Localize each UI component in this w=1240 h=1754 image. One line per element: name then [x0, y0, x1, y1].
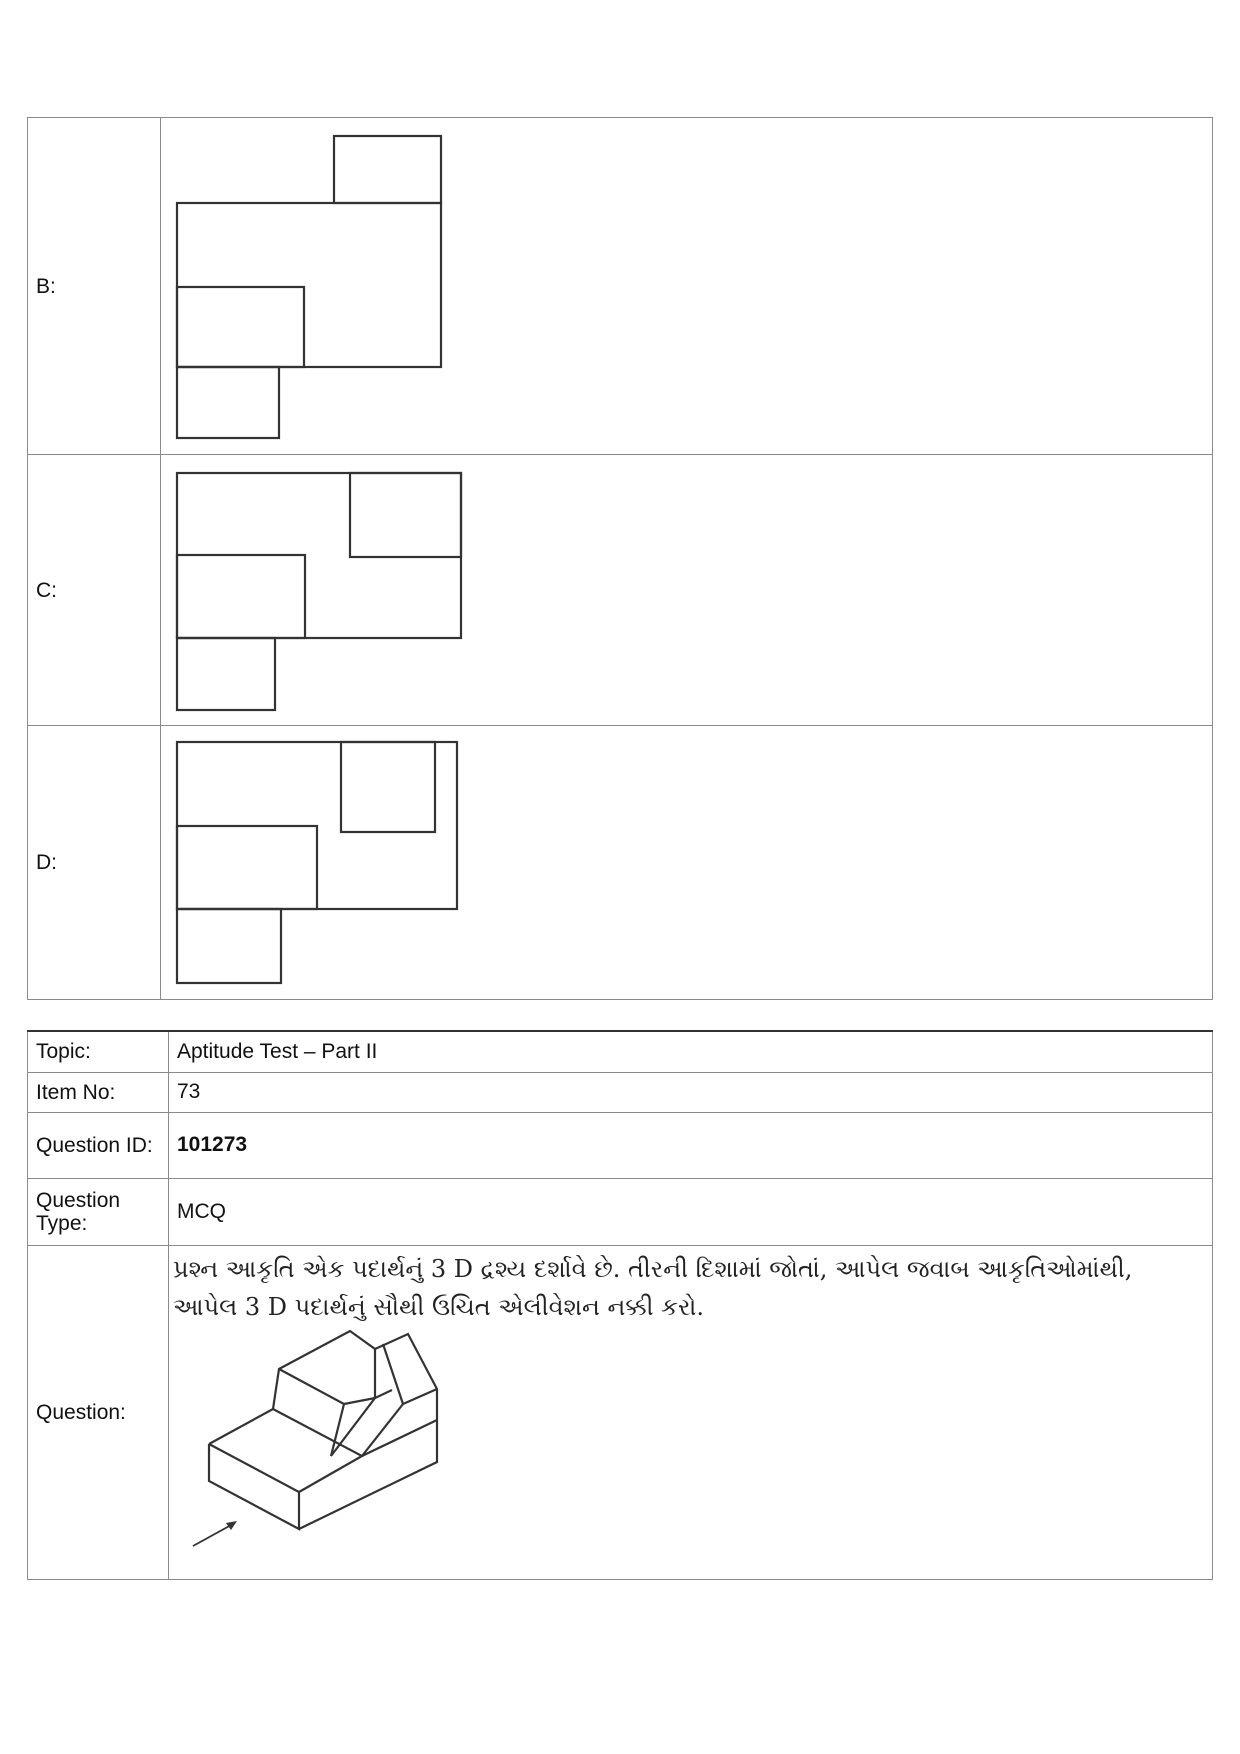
- option-label-d: D:: [28, 726, 161, 1000]
- b-top-block: [334, 136, 441, 203]
- question-row: [28, 1245, 1213, 1579]
- option-label-b: B:: [28, 118, 161, 455]
- c-middle-block: [177, 555, 305, 638]
- option-label-c: C:: [28, 455, 161, 726]
- question-id-value: 101273: [169, 1112, 1213, 1178]
- c-top-right-block: [350, 473, 461, 557]
- b-main-block: [177, 203, 441, 367]
- option-d-figure: [161, 727, 481, 998]
- question-info-table: [27, 1030, 1213, 1580]
- question-cell: [169, 1245, 1213, 1579]
- option-figure-cell-b: [161, 118, 1213, 455]
- question-type-value: MCQ: [169, 1178, 1213, 1245]
- topic-label: Topic:: [28, 1031, 169, 1072]
- option-row-c: [28, 455, 1213, 726]
- item-value: 73: [169, 1072, 1213, 1112]
- question-label: Question:: [28, 1245, 169, 1579]
- option-b-figure: [161, 119, 481, 453]
- item-label: Item No:: [28, 1072, 169, 1112]
- question-id-label: Question ID:: [28, 1112, 169, 1178]
- isometric-object: [209, 1331, 437, 1529]
- d-middle-block: [177, 826, 317, 909]
- b-middle-block: [177, 287, 304, 367]
- question-type-row: [28, 1178, 1213, 1245]
- option-c-figure: [161, 456, 481, 724]
- option-row-d: [28, 726, 1213, 1000]
- question-text: પ્રશ્ન આકૃતિ એક પદાર્થનું 3 D દ્રશ્ય દર્શાવે છે. તીરની દિશામાં જોતાં, આપેલ જવાબ આકૃતિઓમાંથી, આપેલ 3 D પદાર્થનું સૌથી ઉચિત એલીવેશન નક્કી કરો.: [173, 1254, 1133, 1321]
- d-bottom-block: [177, 909, 281, 983]
- option-figure-cell-d: [161, 726, 1213, 1000]
- view-direction-arrow: [193, 1521, 237, 1546]
- topic-row: [28, 1031, 1213, 1072]
- options-table: [27, 117, 1213, 1000]
- item-row: [28, 1072, 1213, 1112]
- question-id-row: [28, 1112, 1213, 1178]
- question-3d-figure: [179, 1326, 479, 1556]
- option-figure-cell-c: [161, 455, 1213, 726]
- topic-value: Aptitude Test – Part II: [169, 1031, 1213, 1072]
- c-bottom-block: [177, 638, 275, 710]
- question-type-label: Question Type:: [28, 1178, 169, 1245]
- option-row-b: [28, 118, 1213, 455]
- b-bottom-block: [177, 367, 279, 438]
- d-top-right-block: [341, 742, 435, 832]
